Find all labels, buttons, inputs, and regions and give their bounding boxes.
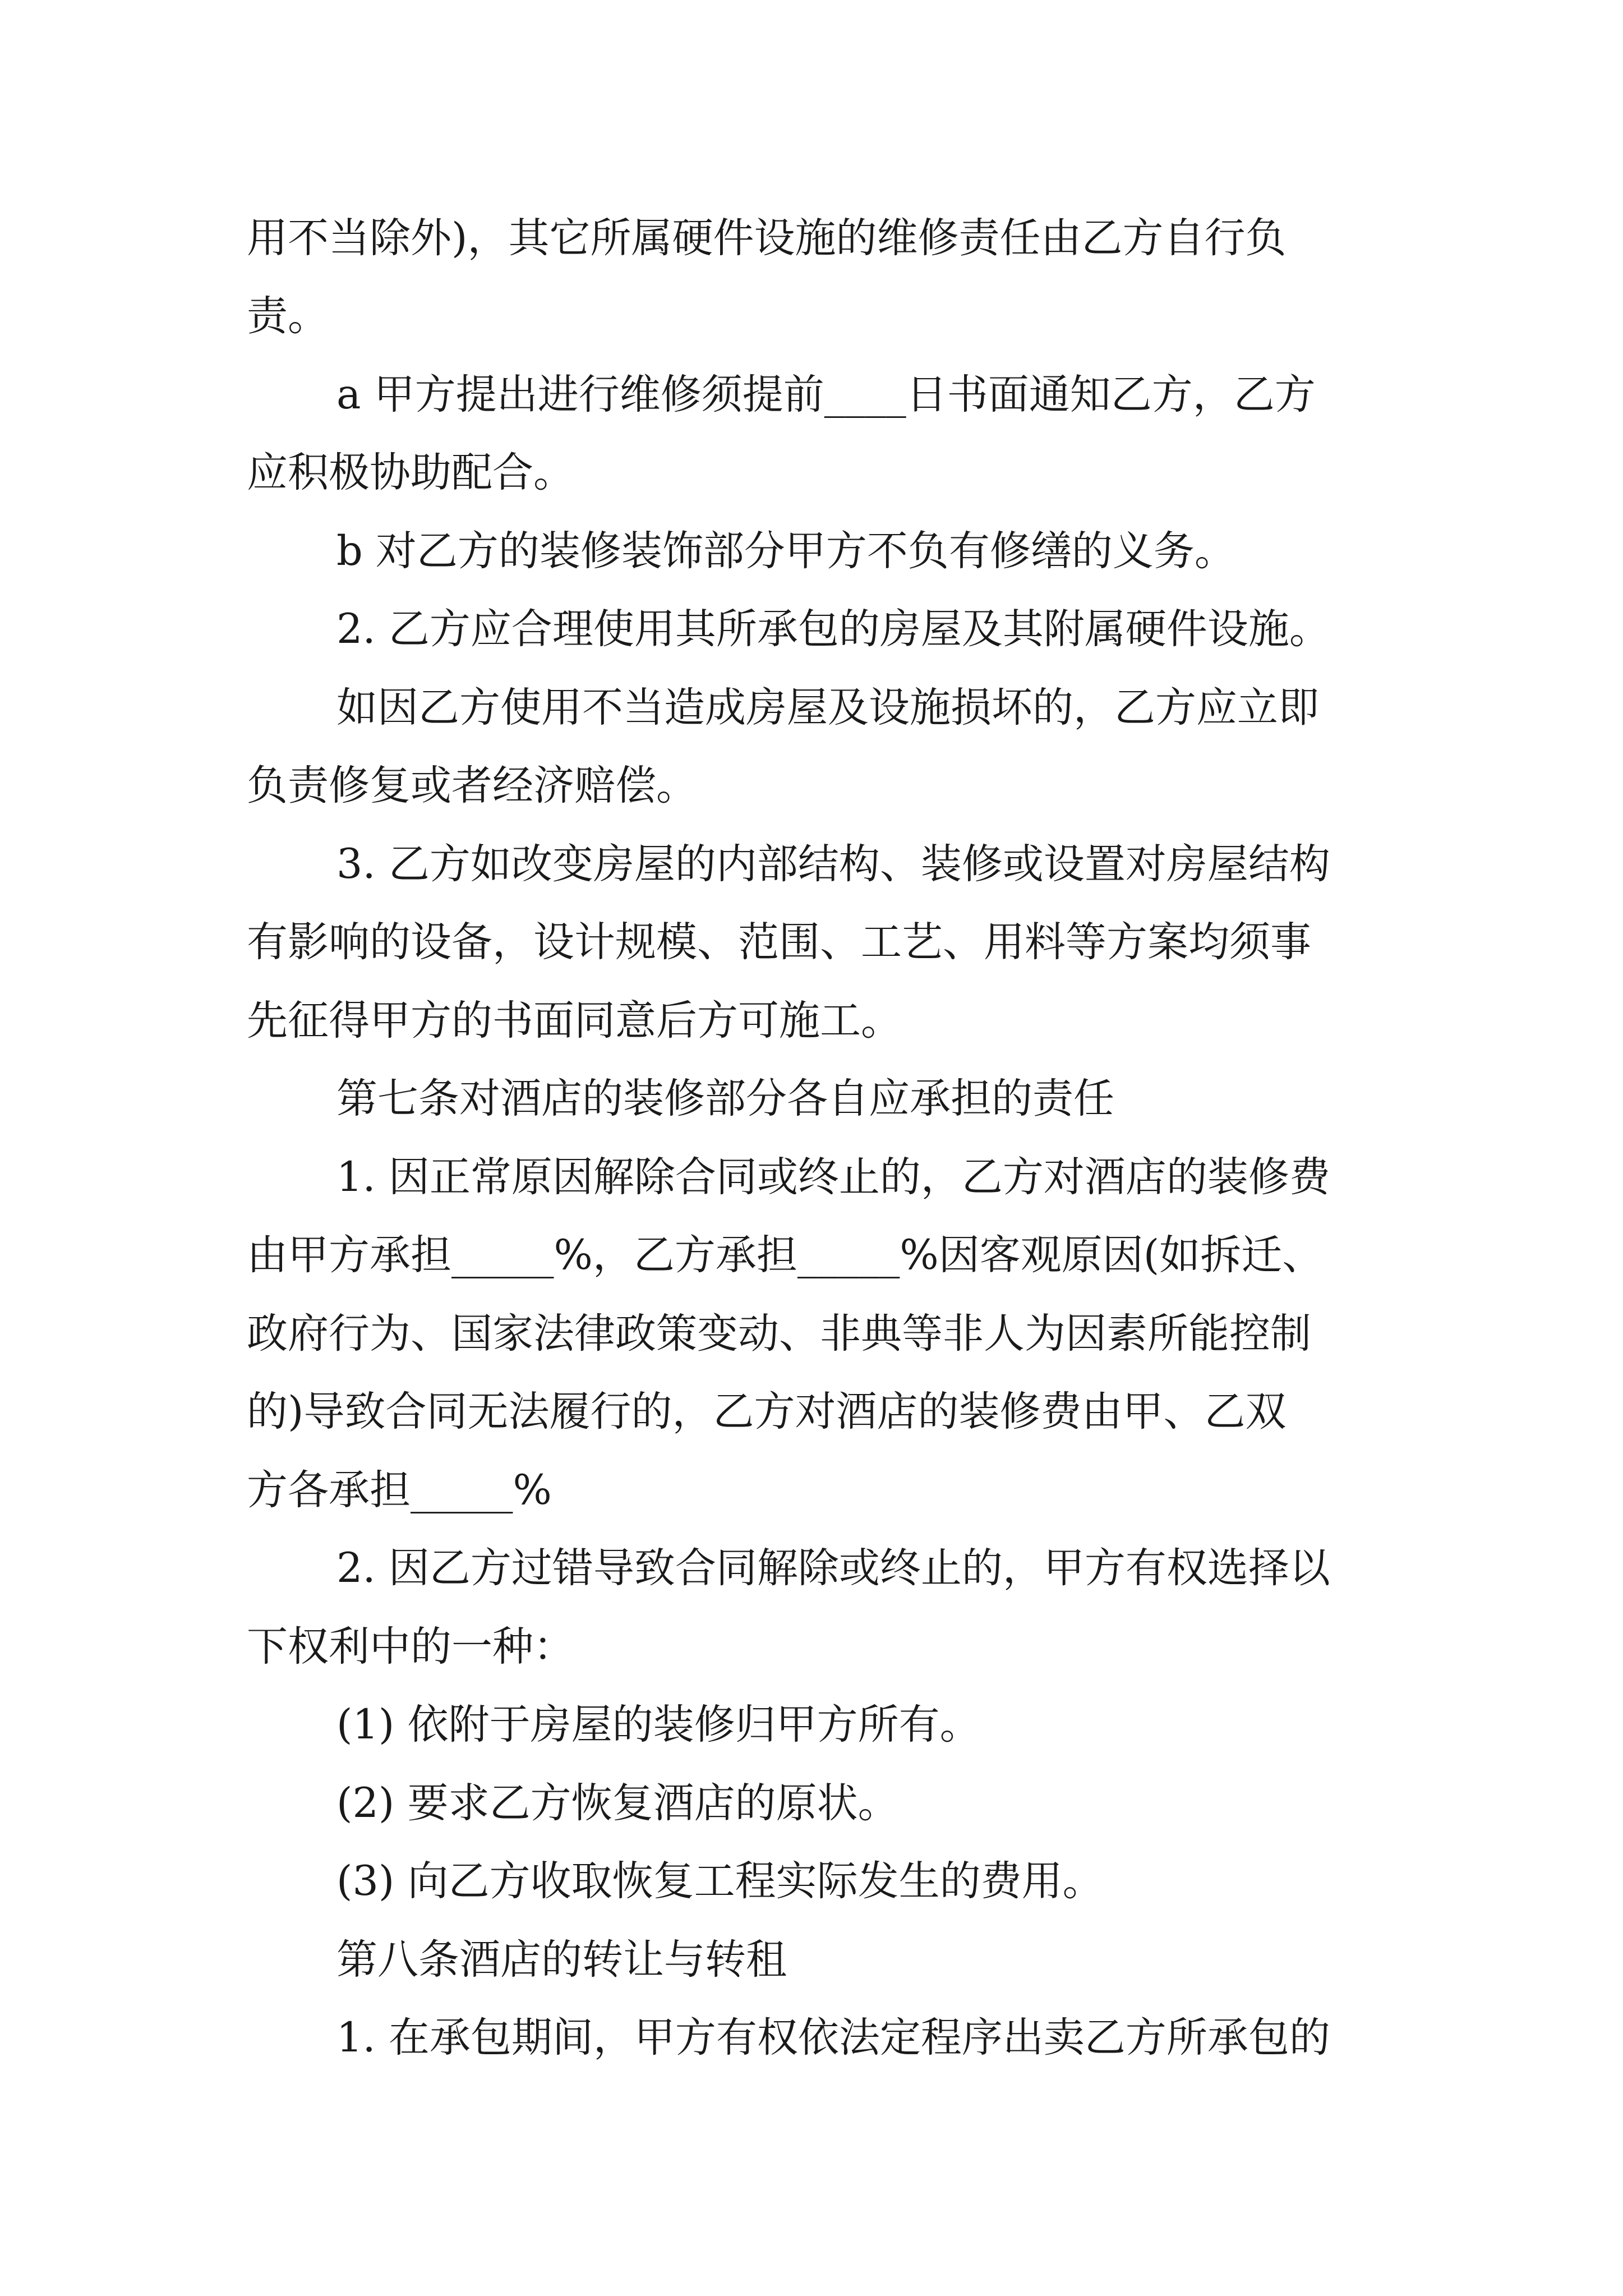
- text-line: 由甲方承担_____%，乙方承担_____%因客观原因(如拆迁、: [247, 1231, 1324, 1279]
- text-line: 下权利中的一种：: [247, 1623, 574, 1671]
- text-line: 2. 乙方应合理使用其所承包的房屋及其附属硬件设施。: [336, 605, 1330, 653]
- text-line: 应积极协助配合。: [247, 449, 574, 496]
- text-line: (1) 依附于房屋的装修归甲方所有。: [336, 1701, 981, 1749]
- text-line: 1. 因正常原因解除合同或终止的，乙方对酒店的装修费: [336, 1153, 1330, 1201]
- text-line: 先征得甲方的书面同意后方可施工。: [247, 997, 902, 1045]
- text-line: b 对乙方的装修装饰部分甲方不负有修缮的义务。: [336, 527, 1235, 575]
- section-heading: 第八条酒店的转让与转租: [336, 1936, 787, 1984]
- text-line: 2. 因乙方过错导致合同解除或终止的，甲方有权选择以: [336, 1544, 1330, 1592]
- text-line: 方各承担_____%: [247, 1466, 552, 1514]
- text-line: 负责修复或者经济赔偿。: [247, 762, 697, 809]
- text-line: 责。: [247, 292, 329, 340]
- text-line: 1. 在承包期间，甲方有权依法定程序出卖乙方所承包的: [336, 2014, 1330, 2062]
- text-line: (2) 要求乙方恢复酒店的原状。: [336, 1779, 899, 1827]
- text-line: 3. 乙方如改变房屋的内部结构、装修或设置对房屋结构: [336, 840, 1330, 888]
- text-line: 用不当除外)，其它所属硬件设施的维修责任由乙方自行负: [247, 214, 1287, 262]
- section-heading: 第七条对酒店的装修部分各自应承担的责任: [336, 1075, 1114, 1122]
- text-line: 的)导致合同无法履行的，乙方对酒店的装修费由甲、乙双: [247, 1388, 1287, 1435]
- text-line: 如因乙方使用不当造成房屋及设施损坏的，乙方应立即: [336, 684, 1319, 731]
- text-line: 有影响的设备，设计规模、范围、工艺、用料等方案均须事: [247, 918, 1311, 966]
- text-line: 政府行为、国家法律政策变动、非典等非人为因素所能控制: [247, 1310, 1311, 1358]
- text-line: (3) 向乙方收取恢复工程实际发生的费用。: [336, 1857, 1104, 1905]
- text-line: a 甲方提出进行维修须提前____日书面通知乙方，乙方: [336, 371, 1316, 418]
